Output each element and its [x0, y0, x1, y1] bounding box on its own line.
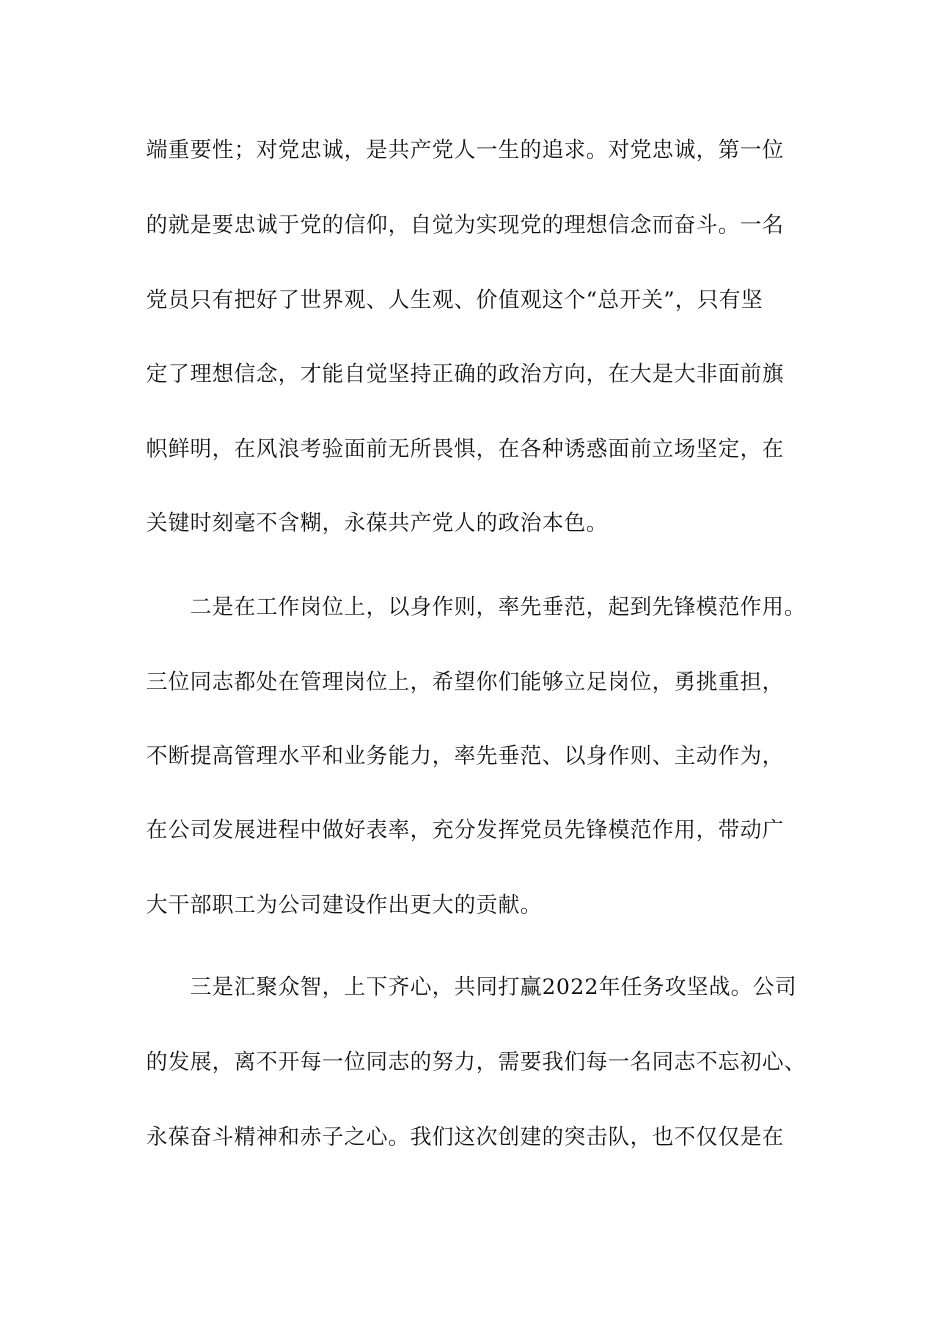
text-line: 三位同志都处在管理岗位上，希望你们能够立足岗位，勇挑重担，: [146, 670, 785, 695]
text-line: 不断提高管理水平和业务能力，率先垂范、以身作则、主动作为，: [146, 744, 785, 769]
text-line: 的发展，离不开每一位同志的努力，需要我们每一名同志不忘初心、: [146, 1050, 807, 1075]
text-line: 端重要性；对党忠诚，是共产党人一生的追求。对党忠诚，第一位: [146, 138, 785, 163]
text-line: 大干部职工为公司建设作出更大的贡献。: [146, 893, 543, 918]
text-line: 党员只有把好了世界观、人生观、价值观这个“总开关”，只有坚: [146, 288, 763, 313]
text-line: 帜鲜明，在风浪考验面前无所畏惧，在各种诱惑面前立场坚定，在: [146, 437, 785, 462]
text-line: 定了理想信念，才能自觉坚持正确的政治方向，在大是大非面前旗: [146, 362, 785, 387]
text-line: 的就是要忠诚于党的信仰，自觉为实现党的理想信念而奋斗。一名: [146, 213, 785, 238]
text-line: 关键时刻毫不含糊，永葆共产党人的政治本色。: [146, 511, 609, 536]
paragraph-start-line: 三是汇聚众智，上下齐心，共同打赢2022年任务攻坚战。公司: [190, 975, 797, 1000]
text-line: 在公司发展进程中做好表率，充分发挥党员先锋模范作用，带动广: [146, 818, 785, 843]
text-line: 永葆奋斗精神和赤子之心。我们这次创建的突击队，也不仅仅是在: [146, 1125, 785, 1150]
paragraph-start-line: 二是在工作岗位上，以身作则，率先垂范，起到先锋模范作用。: [190, 595, 807, 620]
